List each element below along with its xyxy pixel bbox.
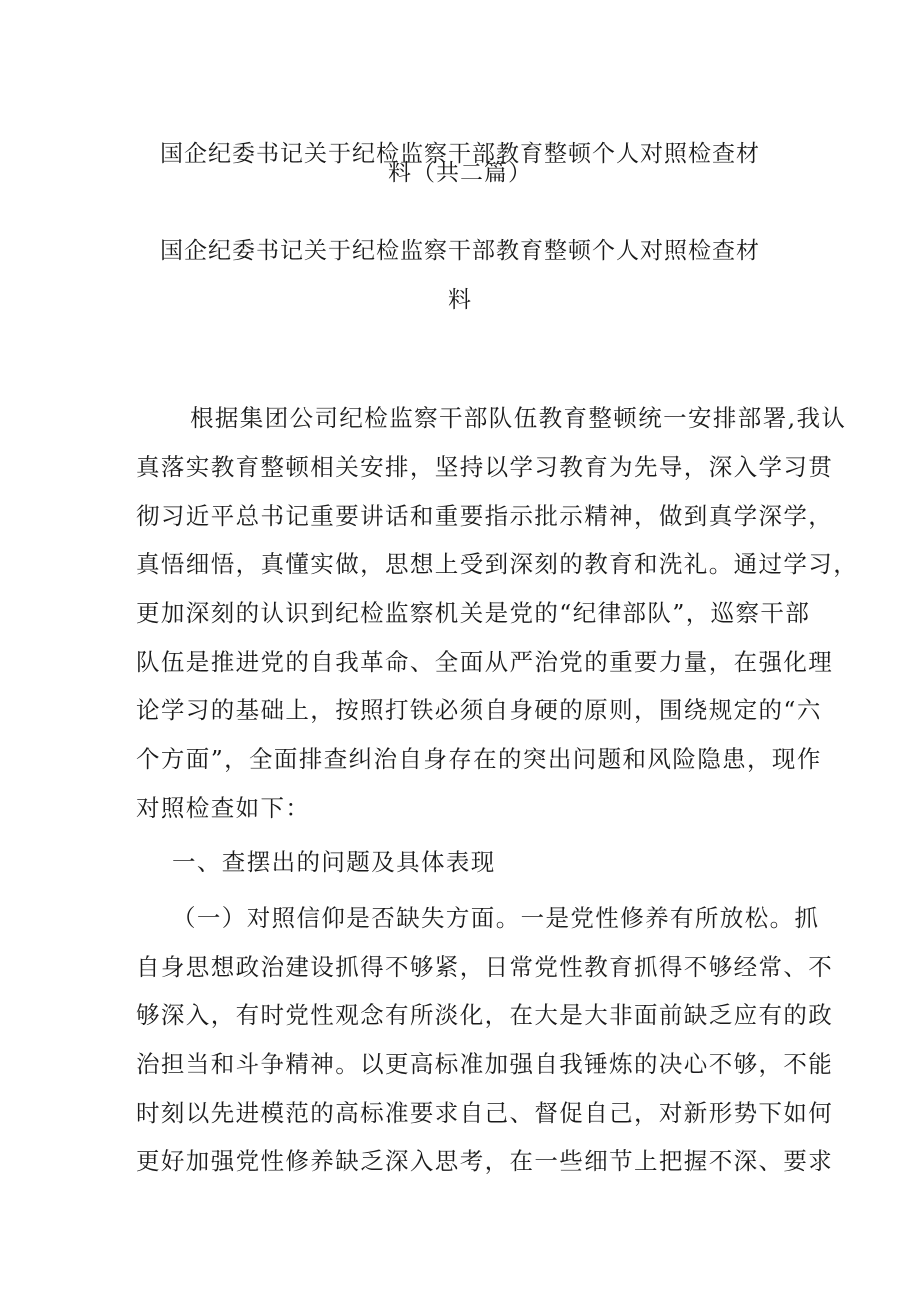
subsection-line-1: （一）对照信仰是否缺失方面。一是党性修养有所放松。抓 xyxy=(172,904,820,932)
intro-line-7: 论学习的基础上，按照打铁必须自身硬的原则，围绕规定的“六 xyxy=(136,696,822,724)
subsection-line-5: 时刻以先进模范的高标准要求自己、督促自己，对新形势下如何 xyxy=(136,1099,834,1127)
intro-line-8: 个方面”，全面排查纠治自身存在的突出问题和风险隐患，现作 xyxy=(136,745,822,773)
subsection-line-3: 够深入，有时党性观念有所淡化，在大是大非面前缺乏应有的政 xyxy=(136,1001,834,1029)
intro-line-1: 根据集团公司纪检监察干部队伍教育整顿统一安排部署,我认 xyxy=(190,404,847,432)
subsection-line-4: 治担当和斗争精神。以更高标准加强自我锤炼的决心不够，不能 xyxy=(136,1050,834,1078)
intro-line-3: 彻习近平总书记重要讲话和重要指示批示精神，做到真学深学， xyxy=(136,502,834,530)
document-title-line-3: 国企纪委书记关于纪检监察干部教育整顿个人对照检查材 xyxy=(160,238,760,264)
subsection-line-2: 自身思想政治建设抓得不够紧，日常党性教育抓得不够经常、不 xyxy=(136,953,834,981)
subsection-line-6: 更好加强党性修养缺乏深入思考，在一些细节上把握不深、要求 xyxy=(136,1147,834,1175)
document-title-line-1: 国企纪委书记关于纪检监察干部教育整顿个人对照检查材 xyxy=(160,141,760,167)
document-title-line-2: 料（共二篇） xyxy=(388,160,532,186)
intro-line-6: 队伍是推进党的自我革命、全面从严治党的重要力量，在强化理 xyxy=(136,648,834,676)
section-heading: 一、查摆出的问题及具体表现 xyxy=(172,848,496,876)
intro-line-2: 真落实教育整顿相关安排，坚持以学习教育为先导，深入学习贯 xyxy=(136,453,834,481)
intro-line-4: 真悟细悟，真懂实做，思想上受到深刻的教育和洗礼。通过学习， xyxy=(136,550,859,578)
intro-line-5: 更加深刻的认识到纪检监察机关是党的“纪律部队”，巡察干部 xyxy=(136,599,811,627)
intro-line-9: 对照检查如下： xyxy=(136,794,311,822)
document-title-line-4: 料 xyxy=(448,287,472,313)
